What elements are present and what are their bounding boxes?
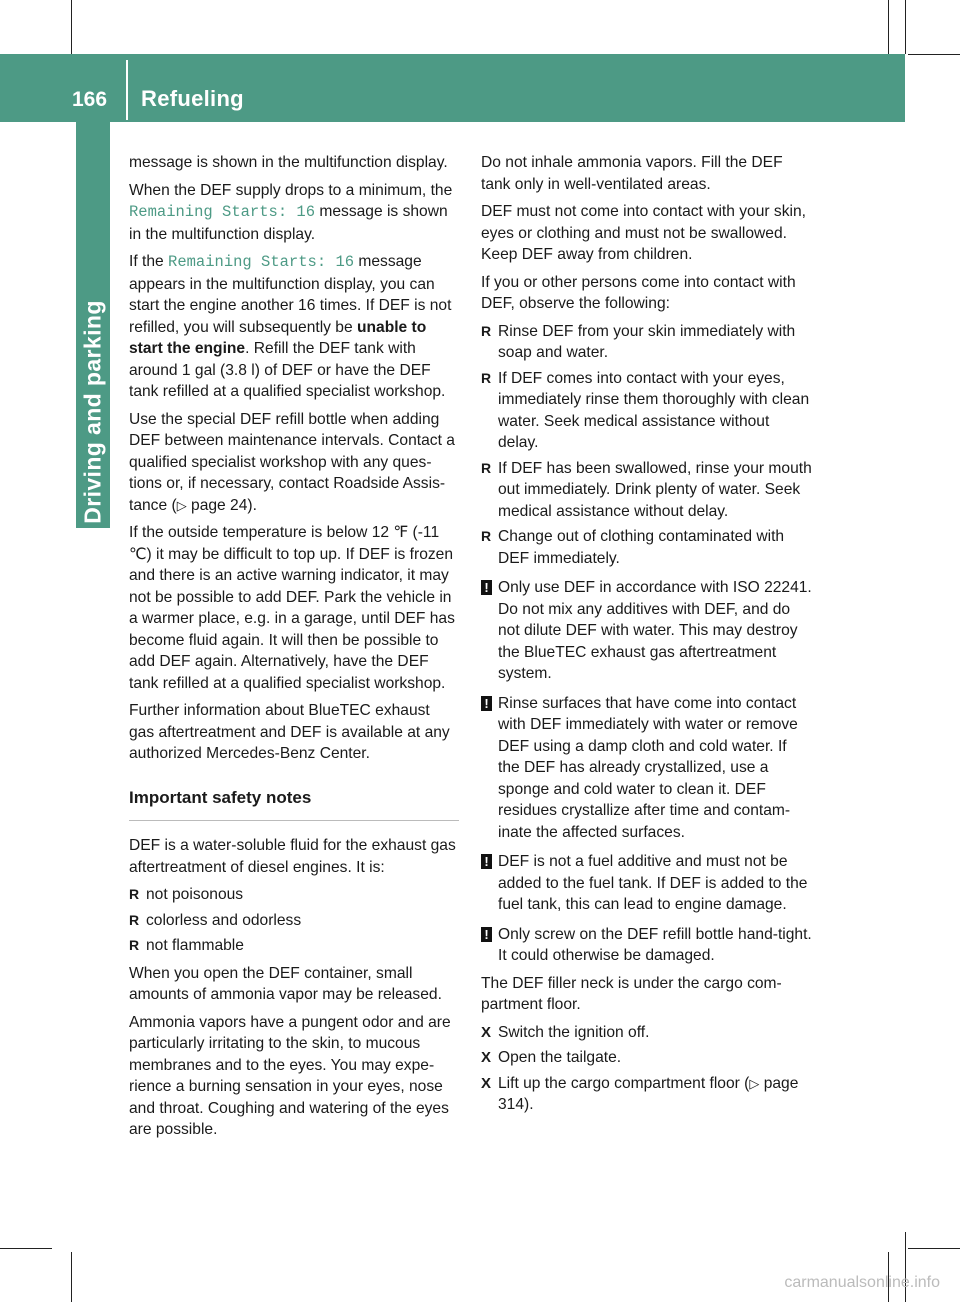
- warning-note: ! Only screw on the DEF refill bottle hand-tight. It could otherwise be damaged.: [481, 924, 812, 967]
- paragraph: If the Remaining Starts: 16 message appears in the multifunction display, you can start the engine another 16 times. If DEF is not refilled, you will subsequently be unable to start the engine. Refill the DEF tank with around 1 gal (3.8 l) of DEF or have the DEF tank refilled at a qualified specialist workshop.: [129, 253, 452, 400]
- header-band: [0, 54, 905, 122]
- side-label: Driving and parking: [79, 300, 106, 524]
- header-divider: [126, 60, 128, 120]
- paragraph: If the outside temperature is below 12 ℉ (‑11 ℃) it may be difficult to top up. If DEF is frozen and there is an active warning indicator, it may not be possible to add DEF. Park the vehicle in a warmer place, e.g. in a garage, until DEF has become fluid again. It will then be possible to add DEF again. Alternatively, have the DEF tank refilled at a qualified specialist workshop.: [129, 524, 455, 692]
- list-item: R If DEF has been swallowed, rinse your mouth out immediately. Drink plenty of water. Seek medical assistance without delay.: [481, 459, 812, 520]
- warning-note: ! Rinse surfaces that have come into contact with DEF immediately with water or remove DEF using a damp cloth and cold water. If the DEF has already crystallized, use a sponge and cold water to clean it. DEF residues crystallize after time and contaminate the affected surfaces.: [481, 693, 812, 844]
- list-item: R colorless and odorless: [129, 910, 459, 932]
- display-message: Remaining Starts: 16: [129, 203, 316, 221]
- display-message: Remaining Starts: 16: [168, 253, 355, 271]
- page-ref-icon[interactable]: ▷: [176, 497, 187, 513]
- list-item: R not flammable: [129, 935, 459, 957]
- bullet-icon: R: [129, 886, 140, 902]
- bullet-list: [129, 884, 459, 957]
- crop-mark: [71, 0, 72, 54]
- step-arrow-icon: X: [481, 1023, 492, 1041]
- bullet-icon: R: [481, 322, 492, 339]
- list-item: R If DEF comes into contact with your eyes, immediately rinse them thoroughly with clean water. Seek medical assistance without delay.: [481, 369, 810, 451]
- exclamation-icon: !: [481, 927, 492, 942]
- left-column: [129, 152, 459, 1147]
- bullet-icon: R: [129, 911, 140, 928]
- warning-note: ! DEF is not a fuel additive and must not be added to the fuel tank. If DEF is added to the fuel tank, this can lead to engine damage.: [481, 851, 812, 916]
- crop-mark: [0, 1248, 52, 1249]
- exclamation-icon: !: [481, 854, 492, 869]
- step-arrow-icon: X: [481, 1049, 492, 1066]
- section-title: Refueling: [141, 86, 244, 111]
- paragraph: Ammonia vapors have a pungent odor and are particularly irritating to the skin, to mucous membranes and to the eyes. You may experience a burning sensation in your eyes, nose and throat. Coughing and watering of the eyes are possible.: [129, 1013, 451, 1138]
- crop-mark: [908, 1248, 960, 1249]
- paragraph: Do not inhale ammonia vapors. Fill the DEF tank only in well-ventilated areas.: [481, 154, 783, 193]
- exclamation-icon: !: [481, 696, 492, 711]
- crop-mark: [888, 0, 889, 54]
- list-item: R Rinse DEF from your skin immediately with soap and water.: [481, 322, 796, 361]
- paragraph: When the DEF supply drops to a minimum, the Remaining Starts: 16 message is shown in the multifunction display.: [129, 181, 453, 243]
- crop-mark: [908, 54, 960, 55]
- paragraph: If you or other persons come into contact with DEF, observe the following:: [481, 273, 796, 312]
- step-item: X Open the tailgate.: [481, 1047, 812, 1069]
- crop-mark: [905, 0, 906, 54]
- exclamation-icon: !: [481, 580, 492, 595]
- bullet-list: [481, 321, 812, 570]
- bullet-icon: R: [481, 369, 492, 386]
- paragraph: DEF must not come into contact with your skin, eyes or clothing and must not be swallowed. Keep DEF away from children.: [481, 203, 806, 263]
- page-ref-icon[interactable]: ▷: [749, 1075, 760, 1091]
- right-column: [481, 152, 812, 1120]
- paragraph: Further information about BlueTEC exhaust gas aftertreatment and DEF is available at any authorized Mercedes-Benz Center.: [129, 702, 450, 762]
- step-item: X Switch the ignition off.: [481, 1022, 812, 1044]
- list-item: R not poisonous: [129, 884, 459, 906]
- paragraph: When you open the DEF container, small amounts of ammonia vapor may be released.: [129, 964, 442, 1003]
- watermark: carmanualsonline.info: [784, 1274, 940, 1291]
- bullet-icon: R: [481, 528, 492, 544]
- page-number: 166: [72, 88, 108, 111]
- paragraph: message is shown in the multifunction display.: [129, 154, 448, 171]
- step-item: X Lift up the cargo compartment floor (▷ page 314).: [481, 1074, 799, 1113]
- subheading: Important safety notes: [129, 787, 459, 822]
- list-item: R Change out of clothing contaminated with DEF immediately.: [481, 528, 785, 567]
- bullet-icon: R: [481, 459, 492, 476]
- step-arrow-icon: X: [481, 1074, 492, 1092]
- crop-mark: [71, 1252, 72, 1302]
- bold-warning: unable to start the engine: [129, 318, 427, 357]
- bullet-icon: R: [129, 937, 140, 953]
- paragraph: The DEF filler neck is under the cargo compartment floor.: [481, 974, 782, 1013]
- paragraph: DEF is a water-soluble fluid for the exhaust gas aftertreatment of diesel engines. It is:: [129, 837, 456, 876]
- paragraph: Use the special DEF refill bottle when adding DEF between maintenance intervals. Contact a qualified specialist workshop with any questions or, if necessary, contact Roadside Assistance (▷ page 24).: [129, 410, 455, 514]
- warning-note: ! Only use DEF in accordance with ISO 22241. Do not mix any additives with DEF, and do not dilute DEF with water. This may destroy the BlueTEC exhaust gas aftertreatment system.: [481, 577, 812, 685]
